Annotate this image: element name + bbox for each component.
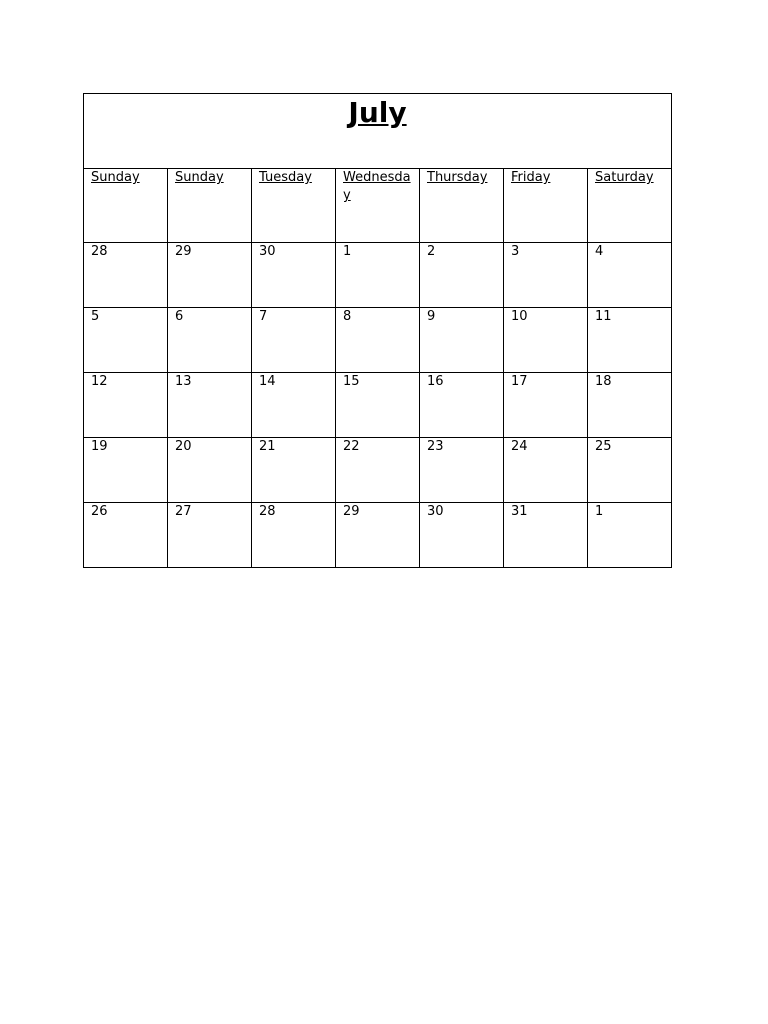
day-number: 11	[595, 309, 612, 324]
day-number: 7	[259, 309, 268, 324]
weekday-header-cell	[588, 169, 672, 243]
day-cell	[84, 308, 168, 373]
day-cell	[420, 243, 504, 308]
day-number: 15	[343, 374, 360, 389]
day-cell	[504, 243, 588, 308]
day-cell	[84, 438, 168, 503]
day-cell	[588, 308, 672, 373]
weekday-header-cell	[168, 169, 252, 243]
weekday-header-row	[84, 169, 672, 243]
day-number: 26	[91, 504, 108, 519]
weekday-header-cell	[336, 169, 420, 243]
day-number: 29	[175, 244, 192, 259]
week-row	[84, 438, 672, 503]
weekday-label: Sunday	[91, 170, 140, 185]
day-number: 30	[427, 504, 444, 519]
week-row	[84, 503, 672, 568]
day-number: 5	[91, 309, 100, 324]
day-cell	[336, 438, 420, 503]
day-number: 16	[427, 374, 444, 389]
day-cell	[420, 503, 504, 568]
day-number: 2	[427, 244, 436, 259]
day-number: 6	[175, 309, 184, 324]
day-cell	[504, 308, 588, 373]
day-number: 4	[595, 244, 604, 259]
day-cell	[252, 438, 336, 503]
weekday-label: Saturday	[595, 170, 654, 185]
day-cell	[336, 243, 420, 308]
day-cell	[336, 308, 420, 373]
day-cell	[588, 503, 672, 568]
day-number: 10	[511, 309, 528, 324]
day-number: 24	[511, 439, 528, 454]
day-number: 1	[595, 504, 604, 519]
day-number: 23	[427, 439, 444, 454]
day-number: 20	[175, 439, 192, 454]
day-cell	[588, 373, 672, 438]
day-cell	[504, 503, 588, 568]
day-cell	[168, 503, 252, 568]
day-number: 14	[259, 374, 276, 389]
day-cell	[168, 373, 252, 438]
day-cell	[252, 243, 336, 308]
week-row	[84, 373, 672, 438]
day-cell	[252, 308, 336, 373]
day-number: 29	[343, 504, 360, 519]
day-number: 12	[91, 374, 108, 389]
day-number: 30	[259, 244, 276, 259]
day-number: 22	[343, 439, 360, 454]
title-cell	[84, 94, 672, 169]
day-cell	[84, 373, 168, 438]
day-number: 1	[343, 244, 352, 259]
weekday-header-cell	[420, 169, 504, 243]
day-number: 27	[175, 504, 192, 519]
calendar-table	[83, 93, 672, 568]
day-cell	[252, 503, 336, 568]
day-cell	[420, 373, 504, 438]
weekday-label: Friday	[511, 170, 551, 185]
day-number: 9	[427, 309, 436, 324]
day-number: 13	[175, 374, 192, 389]
day-number: 17	[511, 374, 528, 389]
day-number: 21	[259, 439, 276, 454]
week-row	[84, 308, 672, 373]
day-number: 25	[595, 439, 612, 454]
day-cell	[588, 438, 672, 503]
day-cell	[252, 373, 336, 438]
weekday-header-cell	[504, 169, 588, 243]
day-number: 31	[511, 504, 528, 519]
day-cell	[84, 503, 168, 568]
day-cell	[504, 438, 588, 503]
day-cell	[168, 243, 252, 308]
title-row	[84, 94, 672, 169]
day-number: 18	[595, 374, 612, 389]
day-cell	[588, 243, 672, 308]
weekday-label: Sunday	[175, 170, 224, 185]
day-cell	[168, 438, 252, 503]
weekday-label: Thursday	[427, 170, 488, 185]
day-cell	[420, 438, 504, 503]
weekday-header-cell	[252, 169, 336, 243]
day-number: 3	[511, 244, 520, 259]
day-number: 19	[91, 439, 108, 454]
day-cell	[504, 373, 588, 438]
day-number: 28	[259, 504, 276, 519]
day-number: 28	[91, 244, 108, 259]
month-title: July	[348, 96, 407, 129]
weekday-header-cell	[84, 169, 168, 243]
day-cell	[420, 308, 504, 373]
weekday-label: Wednesday	[343, 170, 411, 203]
day-number: 8	[343, 309, 352, 324]
week-row	[84, 243, 672, 308]
day-cell	[336, 373, 420, 438]
day-cell	[168, 308, 252, 373]
weekday-label: Tuesday	[259, 170, 312, 185]
day-cell	[336, 503, 420, 568]
day-cell	[84, 243, 168, 308]
